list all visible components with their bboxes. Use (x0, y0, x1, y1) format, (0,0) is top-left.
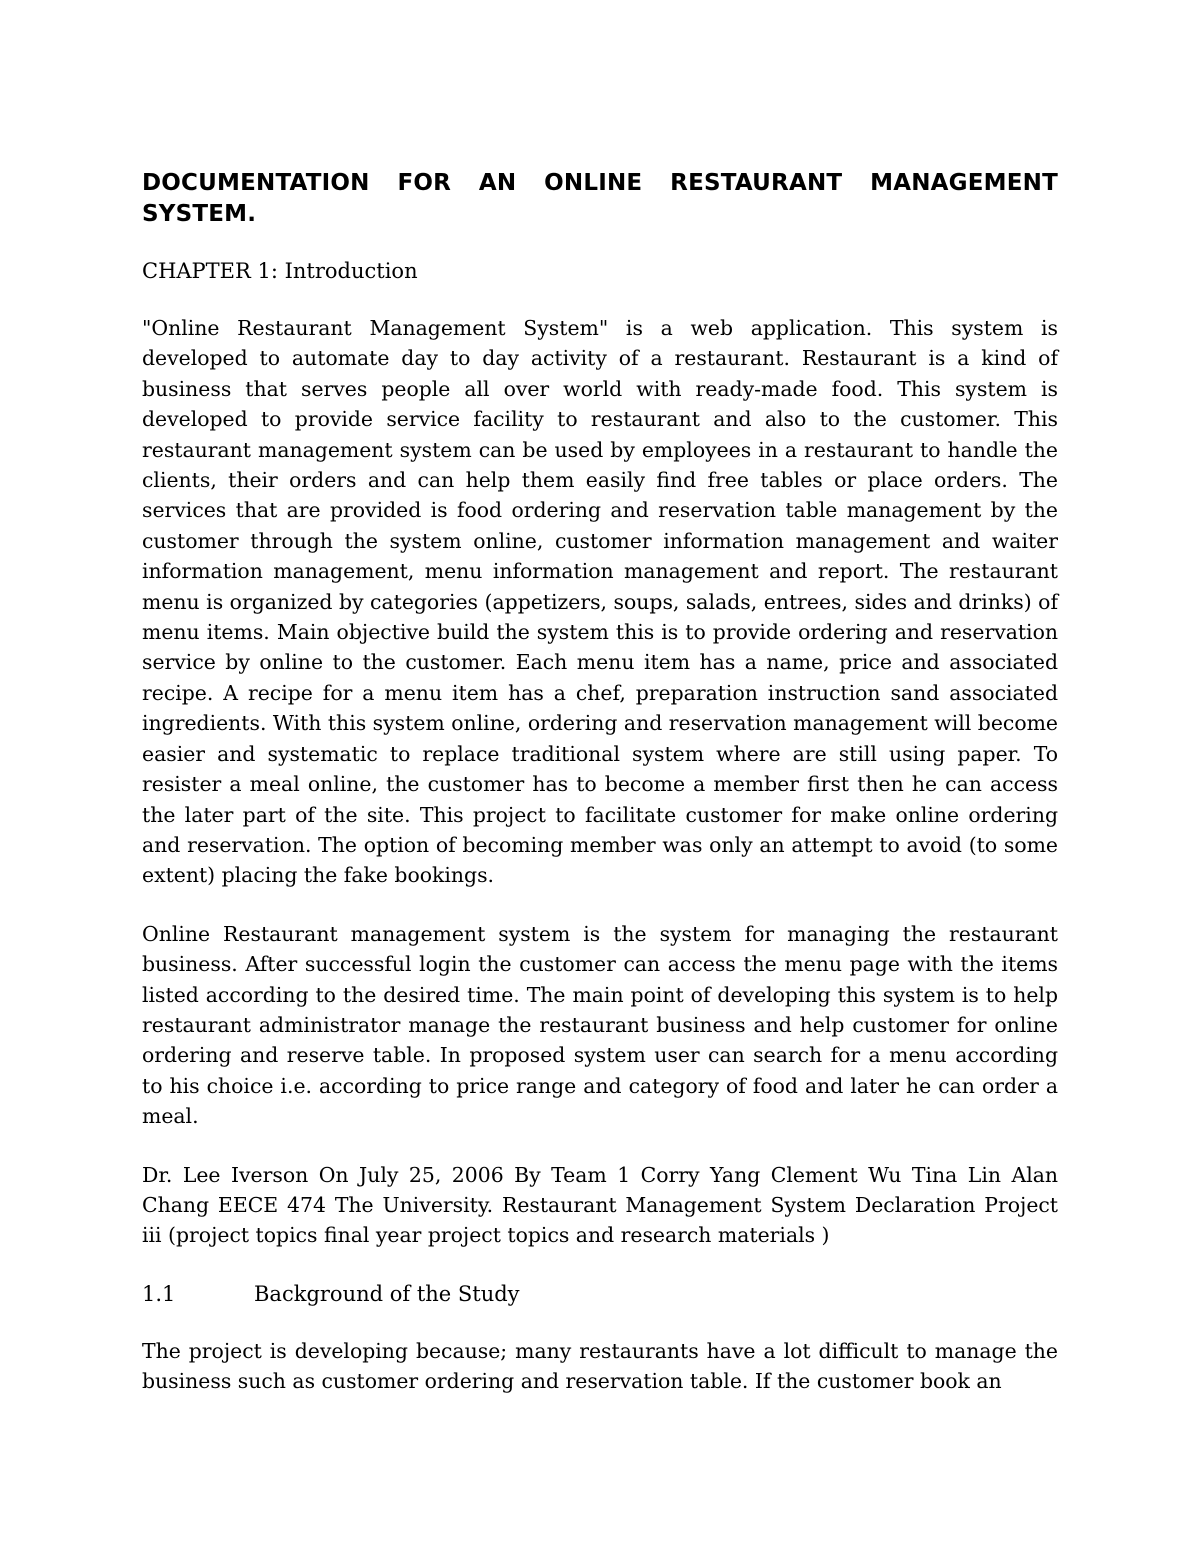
credits-paragraph: Dr. Lee Iverson On July 25, 2006 By Team 1 Corry Yang Clement Wu Tina Lin Alan Chang EECE 474 The University. Restaurant Management System Declaration Project iii (project topics final year project topics and research materials ) (142, 1162, 1058, 1248)
chapter-heading: CHAPTER 1: Introduction (142, 259, 418, 283)
section-heading (142, 1279, 1058, 1309)
background-paragraph: The project is developing because; many restaurants have a lot difficult to manage the business such as customer ordering and reservation table. If the customer book an (142, 1338, 1058, 1394)
document-title: DOCUMENTATION FOR AN ONLINE RESTAURANT MANAGEMENT SYSTEM. (142, 170, 1058, 227)
document-page (142, 168, 1058, 1425)
intro-paragraph-2: Online Restaurant management system is the system for managing the restaurant business. After successful login the customer can access the menu page with the items listed according to the desired time. The main point of developing this system is to help restaurant administrator manage the restaurant business and help customer for online ordering and reserve table. In proposed system user can search for a menu according to his choice i.e. according to price range and category of food and later he can order a meal. (142, 921, 1058, 1129)
section-number: 1.1 (142, 1281, 176, 1306)
intro-paragraph-1: "Online Restaurant Management System" is a web application. This system is developed to automate day to day activity of a restaurant. Restaurant is a kind of business that serves people all over world with ready-made food. This system is developed to provide service facility to restaurant and also to the customer. This restaurant management system can be used by employees in a restaurant to handle the clients, their orders and can help them easily find free tables or place orders. The services that are provided is food ordering and reservation table management by the customer through the system online, customer information management and waiter information management, menu information management and report. The restaurant menu is organized by categories (appetizers, soups, salads, entrees, sides and drinks) of menu items. Main objective build the system this is to provide ordering and reservation service by online to the customer. Each menu item has a name, price and associated recipe. A recipe for a menu item has a chef, preparation instruction sand associated ingredients. With this system online, ordering and reservation management will become easier and systematic to replace traditional system where are still using paper. To resister a meal online, the customer has to become a member first then he can access the later part of the site. This project to facilitate customer for make online ordering and reservation. The option of becoming member was only an attempt to avoid (to some extent) placing the fake bookings. (142, 316, 1058, 888)
section-title: Background of the Study (254, 1281, 520, 1306)
